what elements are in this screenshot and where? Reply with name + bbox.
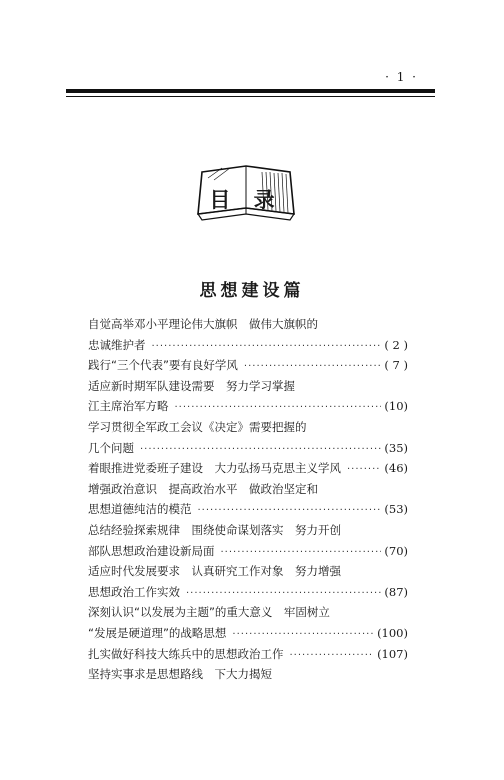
toc-entry-text: 践行“三个代表”要有良好学风 bbox=[88, 358, 238, 373]
toc-entry-text: “发展是硬道理”的战略思想 bbox=[88, 625, 227, 640]
toc-entry-text: 深刻认识“以发展为主题”的重大意义 牢固树立 bbox=[88, 605, 330, 620]
toc-entry-text: 忠诚维护者 bbox=[88, 337, 146, 352]
dot-leader bbox=[152, 341, 382, 352]
toc-entry-text: 扎实做好科技大练兵中的思想政治工作 bbox=[88, 646, 284, 661]
toc-entry-text: 学习贯彻全军政工会议《决定》需要把握的 bbox=[88, 419, 307, 434]
toc-page-number: ( 2 ) bbox=[384, 337, 408, 352]
toc-entry-text: 部队思想政治建设新局面 bbox=[88, 543, 215, 558]
table-of-contents bbox=[88, 316, 408, 687]
dot-leader bbox=[186, 588, 381, 599]
toc-page-number: (10) bbox=[384, 399, 408, 414]
toc-line-10[interactable] bbox=[88, 501, 408, 522]
toc-entry-text: 适应新时期军队建设需要 努力学习掌握 bbox=[88, 378, 295, 393]
toc-entry-text: 思想政治工作实效 bbox=[88, 584, 180, 599]
dot-leader bbox=[175, 402, 382, 413]
page-number: · 1 · bbox=[385, 70, 418, 84]
dot-leader bbox=[221, 547, 382, 558]
toc-entry-text: 江主席治军方略 bbox=[88, 399, 169, 414]
toc-line-17[interactable] bbox=[88, 646, 408, 667]
toc-line-3[interactable] bbox=[88, 357, 408, 378]
toc-page-number: (100) bbox=[377, 625, 408, 640]
toc-line-14[interactable] bbox=[88, 584, 408, 605]
toc-entry-text: 自觉高举邓小平理论伟大旗帜 做伟大旗帜的 bbox=[88, 317, 318, 331]
header-rule-thin bbox=[66, 96, 435, 97]
dot-leader bbox=[232, 629, 374, 640]
toc-line-4[interactable] bbox=[88, 378, 408, 399]
toc-page-number: (46) bbox=[384, 461, 408, 476]
dot-leader bbox=[244, 361, 381, 372]
toc-line-12[interactable] bbox=[88, 543, 408, 564]
section-title: 思想建设篇 bbox=[199, 281, 305, 301]
toc-entry-text: 增强政治意识 提高政治水平 做政治坚定和 bbox=[88, 481, 318, 496]
toc-line-8[interactable] bbox=[88, 460, 408, 481]
toc-line-7[interactable] bbox=[88, 440, 408, 461]
toc-line-2[interactable] bbox=[88, 337, 408, 358]
toc-line-9[interactable] bbox=[88, 481, 408, 502]
toc-entry-text: 总结经验探索规律 围绕使命谋划落实 努力开创 bbox=[88, 522, 341, 537]
toc-page-number: (87) bbox=[384, 584, 408, 599]
book-title: 目 录 bbox=[209, 188, 283, 212]
toc-line-16[interactable] bbox=[88, 625, 408, 646]
toc-entry-text: 思想道德纯洁的模范 bbox=[88, 502, 192, 517]
toc-page-number: ( 7 ) bbox=[384, 358, 408, 373]
toc-entry-text: 坚持实事求是思想路线 下大力揭短 bbox=[88, 667, 272, 682]
toc-page-number: (70) bbox=[384, 543, 408, 558]
toc-line-6[interactable] bbox=[88, 419, 408, 440]
dot-leader bbox=[140, 444, 381, 455]
toc-line-18[interactable] bbox=[88, 666, 408, 687]
dot-leader bbox=[290, 650, 375, 661]
toc-page-number: (53) bbox=[384, 502, 408, 517]
toc-entry-text: 适应时代发展要求 认真研究工作对象 努力增强 bbox=[88, 564, 341, 579]
toc-line-13[interactable] bbox=[88, 563, 408, 584]
toc-line-5[interactable] bbox=[88, 398, 408, 419]
toc-page-number: (35) bbox=[384, 440, 408, 455]
header-rule-thick bbox=[66, 89, 435, 93]
dot-leader bbox=[198, 505, 382, 516]
toc-line-1[interactable] bbox=[88, 316, 408, 337]
dot-leader bbox=[347, 464, 381, 475]
toc-entry-text: 几个问题 bbox=[88, 440, 134, 455]
toc-entry-text: 着眼推进党委班子建设 大力弘扬马克思主义学风 bbox=[88, 461, 341, 476]
toc-line-15[interactable] bbox=[88, 604, 408, 625]
toc-line-11[interactable] bbox=[88, 522, 408, 543]
toc-page-number: (107) bbox=[377, 646, 408, 661]
